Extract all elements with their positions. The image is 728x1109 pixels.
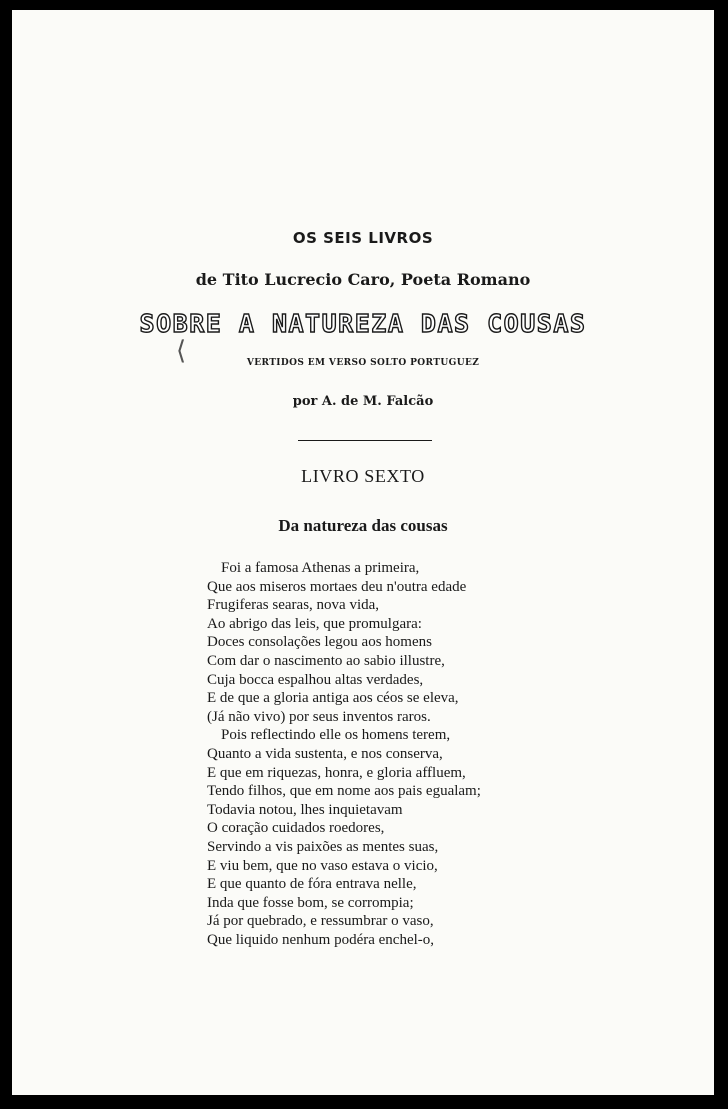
poem-line: Ao abrigo das leis, que promulgara: xyxy=(207,615,422,632)
poem-line: Servindo a vis paixões as mentes suas, xyxy=(207,838,439,855)
stray-bracket-mark: ⟨ xyxy=(176,336,187,366)
poem-line: O coração cuidados roedores, xyxy=(207,820,385,837)
poem-line: Frugiferas searas, nova vida, xyxy=(207,597,380,614)
poem-line: Já por quebrado, e ressumbrar o vaso, xyxy=(207,913,434,930)
poem-line: E de que a gloria antiga aos céos se eleva, xyxy=(207,690,459,707)
poem-line: Com dar o nascimento ao sabio illustre, xyxy=(207,652,445,669)
poem-line: E que em riquezas, honra, e gloria affluem, xyxy=(207,764,466,781)
poem-line: Que liquido nenhum podéra enchel-o, xyxy=(207,931,435,948)
poem-line: E viu bem, que no vaso estava o vicio, xyxy=(207,857,438,874)
poem-line: Pois reflectindo elle os homens terem, xyxy=(221,727,451,744)
poem-line: Cuja bocca espalhou altas verdades, xyxy=(207,671,424,688)
divider-rule xyxy=(298,440,432,441)
translator-credit: por A. de M. Falcão xyxy=(292,394,434,409)
poem-line: Todavia notou, lhes inquietavam xyxy=(207,801,403,818)
book-subtitle: Da natureza das cousas xyxy=(278,516,448,535)
work-title: SOBRE A NATUREZA DAS COUSAS xyxy=(139,309,587,338)
poem-line: Quanto a vida sustenta, e nos conserva, xyxy=(207,745,443,762)
poem-line: Inda que fosse bom, se corrompia; xyxy=(207,894,414,911)
poem-line: (Já não vivo) por seus inventos raros. xyxy=(207,708,431,725)
translation-note: VERTIDOS EM VERSO SOLTO PORTUGUEZ xyxy=(246,358,480,368)
poem-line: Tendo filhos, que em nome aos pais egualam; xyxy=(207,783,481,800)
poem-verses xyxy=(207,559,627,949)
book-page xyxy=(12,10,714,1095)
author-line: de Tito Lucrecio Caro, Poeta Romano xyxy=(195,270,531,289)
poem-line: Doces consolações legou aos homens xyxy=(207,634,432,651)
poem-line: E que quanto de fóra entrava nelle, xyxy=(207,876,417,893)
series-title: OS SEIS LIVROS xyxy=(292,229,434,247)
scan-border xyxy=(0,0,12,1109)
poem-line: Foi a famosa Athenas a primeira, xyxy=(221,560,420,576)
book-title: LIVRO SEXTO xyxy=(301,466,425,486)
poem-line: Que aos miseros mortaes deu n'outra edade xyxy=(207,578,467,595)
